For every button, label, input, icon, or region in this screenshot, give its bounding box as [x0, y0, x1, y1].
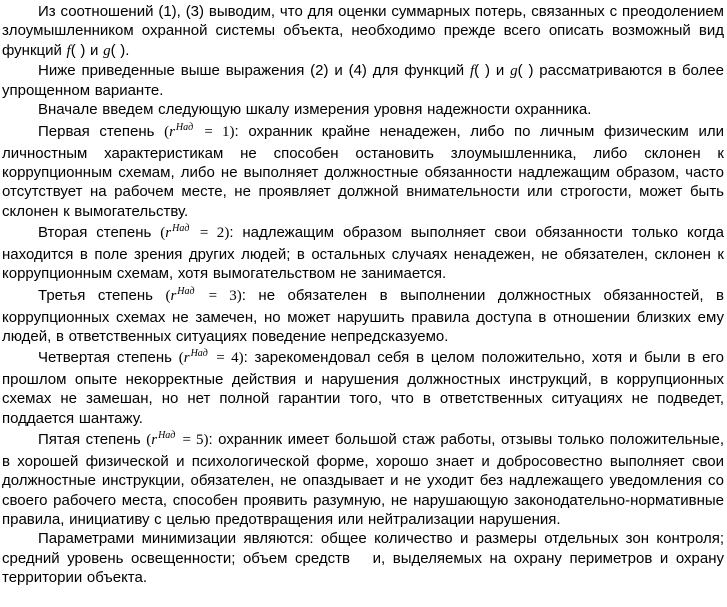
text-run: : надлежащим образом выполняет свои обязанности только когда находится в поле зрения других людей; в остальных случаях ненадежен, не обязателен, склонен к коррупционным схемам, хотя вымогательством не занимается.: [2, 223, 724, 283]
formula-close-paren: ): [203, 432, 209, 449]
text-run: ( ) и: [70, 41, 104, 59]
text-run: : охранник имеет большой стаж работы, отзывы только положительные, в хорошей физической и психологической форме, хорошо знает и добросовестно выполняет свои должностные инструкции, обязателен, не опаздывает и не уходит без надлежащего уведомления со своего рабочего места, способен проявить разумную, не нарушающую законодательно-нормативные правила, инициативу с целью предотвращения или нейтрализации нарушения.: [2, 431, 724, 528]
paragraph-scale-intro: [2, 100, 724, 119]
paragraph-degree-3: [2, 284, 724, 347]
paragraph-degree-5: [2, 428, 724, 529]
text-run: Ниже приведенные выше выражения (2) и (4) для функций: [38, 61, 470, 79]
text-run: Третья степень: [38, 286, 166, 304]
reliability-formula: [146, 432, 208, 448]
text-run: Вторая степень: [38, 223, 161, 241]
formula-superscript: [158, 430, 175, 441]
formula-equals-value: = 1: [195, 123, 230, 140]
math-function-var: f: [469, 62, 475, 79]
text-run: Вначале введем следующую шкалу измерения уровня надежности охранника.: [38, 101, 592, 119]
paragraph-degree-4: [2, 346, 724, 428]
text-run: Первая степень: [38, 122, 165, 140]
formula-superscript-label: Над: [158, 430, 176, 442]
formula-superscript-label: Над: [172, 222, 190, 234]
formula-close-paren: ): [236, 287, 242, 304]
formula-equals-value: = 2: [191, 224, 225, 241]
math-function-var: f: [66, 42, 71, 59]
text-run: Параметрами минимизации являются: общее количество и размеры отдельных зон контроля; средний уровень освещенности; объем средств и, выделяемых на охрану периметров и охрану территории объекта.: [2, 530, 724, 586]
formula-open-paren: (: [165, 287, 171, 304]
formula-variable: r: [151, 432, 158, 449]
formula-variable: r: [183, 350, 190, 367]
reliability-formula: [165, 285, 242, 304]
formula-equals-value: = 3: [196, 287, 237, 304]
reliability-formula: [179, 350, 244, 366]
formula-superscript: [176, 122, 193, 133]
formula-open-paren: (: [178, 350, 184, 367]
paragraph-degree-1: [2, 120, 724, 221]
formula-equals-value: = 5: [177, 432, 204, 449]
formula-open-paren: (: [160, 224, 166, 241]
formula-equals-value: = 4: [209, 350, 239, 367]
text-run: : не обязателен в выполнении должностных обязанностей, в коррупционных схемах не замечен, но может нарушить правила доступа в отношении близких ему людей, в ответственных ситуациях поведение непредсказуемо.: [2, 286, 724, 345]
paragraph-degree-2: [2, 221, 724, 284]
text-run: ( ).: [110, 41, 130, 59]
paragraph-simplified-variant: [2, 61, 724, 101]
text-run: ( ) и: [474, 61, 511, 79]
formula-superscript-label: Над: [177, 285, 195, 297]
formula-superscript: [177, 286, 194, 297]
paragraph-minimization-parameters: [2, 529, 724, 587]
formula-close-paren: ): [238, 350, 244, 367]
math-function-var: g: [103, 42, 111, 59]
text-run: Пятая степень: [38, 431, 147, 449]
text-run: Из соотношений (1), (3) выводим, что для оценки суммарных потерь, связанных с преодолением злоумышленником охранной системы объекта, необходимо прежде всего описать возможный вид функций: [2, 3, 724, 59]
formula-open-paren: (: [164, 123, 170, 140]
formula-open-paren: (: [146, 432, 152, 449]
formula-superscript: [172, 223, 189, 234]
formula-superscript: [191, 348, 208, 359]
text-run: : зарекомендовал себя в целом положительно, хотя и были в его прошлом опыте некорректные действия и нарушения должностных инструкций, в коррупционных схемах не замешан, но нет полной гарантии того, что в ответственных ситуациях не подведет, поддается шантажу.: [2, 349, 724, 427]
formula-variable: r: [165, 224, 172, 241]
formula-close-paren: ): [229, 123, 235, 140]
paragraph-intro-relations: [2, 2, 724, 61]
formula-variable: r: [170, 287, 177, 304]
math-function-var: g: [510, 62, 518, 79]
text-run: ( ) рассматриваются в более упрощенном варианте.: [2, 61, 724, 100]
formula-close-paren: ): [224, 224, 230, 241]
text-run: : охранник крайне ненадежен, либо по личным физическим или личностным характеристикам не способен остановить злоумышленника, либо склонен к коррупционным схемам, либо не выполняет должностные обязанности надлежащим образом, часто отсутствует на рабочем месте, не проявляет должной внимательности или строгости, может быть склонен к вымогательству.: [2, 122, 724, 220]
reliability-formula: [164, 121, 235, 140]
formula-superscript-label: Над: [175, 121, 194, 133]
formula-variable: r: [169, 123, 175, 140]
text-run: Четвертая степень: [38, 349, 179, 367]
reliability-formula: [160, 222, 230, 241]
formula-superscript-label: Над: [190, 348, 208, 360]
